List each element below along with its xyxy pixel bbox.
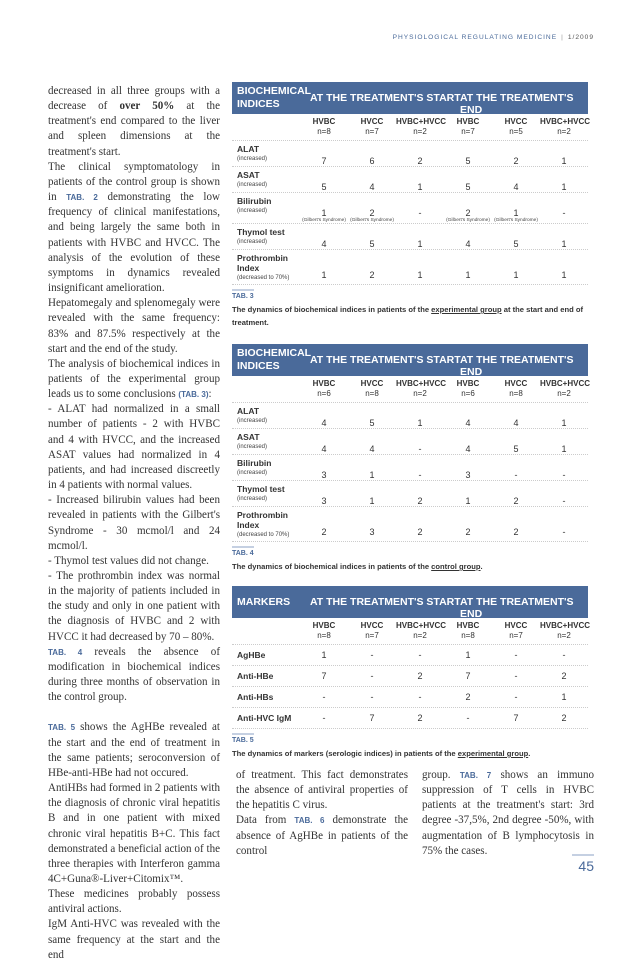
end-heading: AT THE TREATMENT'S END xyxy=(460,92,574,116)
column-headers xyxy=(232,114,591,141)
table-caption: The dynamics of biochemical indices in patients of the control group. xyxy=(232,562,483,571)
column-header: HVBC+HVCC n=2 xyxy=(396,379,447,398)
table-row xyxy=(232,167,588,193)
cell: 5 xyxy=(513,444,519,454)
paragraph: - Thymol test values did not change. xyxy=(48,554,209,567)
cell: 2 xyxy=(561,671,567,681)
cell: 5 xyxy=(369,418,375,428)
end-heading: AT THE TREATMENT'S END xyxy=(460,596,574,620)
table-row xyxy=(232,645,588,666)
paragraph: These medicines probably possess antiviral actions. xyxy=(48,888,220,916)
cell: 1 xyxy=(321,650,327,660)
cell: 7 xyxy=(369,713,375,723)
row-label: Anti-HBs xyxy=(237,692,274,702)
cell: 2 xyxy=(513,156,519,166)
text: decreased in all three groups with a decrease of xyxy=(48,85,220,113)
table-heading xyxy=(237,347,311,373)
cell: 1 xyxy=(561,418,567,428)
column-header: HVCC n=7 xyxy=(360,117,384,136)
cell: 2 xyxy=(513,527,519,537)
cell: 1 xyxy=(369,496,375,506)
cell: - xyxy=(418,692,422,702)
cell: - xyxy=(514,650,518,660)
cell: 4 xyxy=(465,239,471,249)
column-header: HVBC n=8 xyxy=(456,621,480,640)
table-row xyxy=(232,141,588,167)
text: reveals the absence of modification in biochemical indices during three months of observation in the control group. xyxy=(48,645,220,704)
cell: 1 xyxy=(417,418,423,428)
column-header: HVBC n=8 xyxy=(312,117,336,136)
column-header: HVCC n=5 xyxy=(504,117,528,136)
table-reference: TAB. 7 xyxy=(459,771,492,780)
end-heading: AT THE TREATMENT'S END xyxy=(460,354,574,378)
page-number-rule xyxy=(572,854,594,856)
table-tag: TAB. 3 xyxy=(232,289,588,300)
paragraph xyxy=(48,160,220,296)
table-reference: TAB. 2 xyxy=(66,193,98,203)
cell: - xyxy=(466,713,470,723)
cell: 1 xyxy=(561,692,567,702)
cell: - xyxy=(370,692,374,702)
column-header: HVCC n=7 xyxy=(504,621,528,640)
middle-bottom-text xyxy=(236,768,408,859)
text: The analysis of biochemical indices in patients of the experimental group leads us to some conclusions xyxy=(48,357,220,401)
cell: 1 xyxy=(465,496,471,506)
cell: 1 xyxy=(561,182,567,192)
table-caption: The dynamics of biochemical indices in patients of the experimental group at the start and end of treatment. xyxy=(232,305,584,327)
heading-line: INDICES xyxy=(237,360,280,372)
cell: - xyxy=(322,713,326,723)
row-label: ASAT (increased) xyxy=(237,170,268,188)
column-headers xyxy=(232,618,591,645)
cell: 1 (Gilbert's Syndrome) xyxy=(494,208,538,223)
column-header: HVBC+HVCC n=2 xyxy=(540,117,591,136)
cell: 1 xyxy=(465,270,471,280)
paragraph xyxy=(48,357,220,402)
cell: 7 xyxy=(321,156,327,166)
cell: - xyxy=(370,650,374,660)
cell: 1 (Gilbert's Syndrome) xyxy=(302,208,346,223)
cell: 3 xyxy=(369,527,375,537)
row-label: AgHBe xyxy=(237,650,266,660)
table-reference: TAB. 4 xyxy=(48,647,83,657)
cell: 2 xyxy=(561,713,567,723)
cell: 2 (Gilbert's Syndrome) xyxy=(446,208,490,223)
row-label: Prothrombin Index (decreased to 70%) xyxy=(237,253,290,281)
cell: 7 xyxy=(513,713,519,723)
cell: - xyxy=(418,208,422,218)
table-tag: TAB. 5 xyxy=(232,733,588,744)
column-header: HVCC n=7 xyxy=(360,621,384,640)
table-row xyxy=(232,481,588,507)
paragraph: IgM Anti-HVC was revealed with the same frequency at the start and the end xyxy=(48,918,220,961)
cell: 1 xyxy=(561,239,567,249)
left-column-text xyxy=(48,84,220,963)
cell: 4 xyxy=(369,182,375,192)
cell: 5 xyxy=(465,182,471,192)
paragraph-gap xyxy=(48,705,220,720)
paragraph: Hepatomegaly and splenomegaly were revealed with the same frequency: 83% and 87.5% respectively at the start and the end of the study. xyxy=(48,297,220,355)
row-label: ALAT (increased) xyxy=(237,406,268,424)
table-row xyxy=(232,666,588,687)
cell: 4 xyxy=(321,418,327,428)
cell: - xyxy=(562,527,566,537)
cell: 4 xyxy=(369,444,375,454)
column-header: HVBC+HVCC n=2 xyxy=(540,621,591,640)
row-label: ALAT (increased) xyxy=(237,144,268,162)
cell: 4 xyxy=(513,182,519,192)
column-headers xyxy=(232,376,591,403)
start-heading: AT THE TREATMENT'S START xyxy=(310,92,461,104)
cell: 1 xyxy=(513,270,519,280)
table-4 xyxy=(232,344,591,573)
text: shows the AgHBe revealed at the start and the end of treatment in the same patients; seroconversion of HBe-anti-HBe had not occured. xyxy=(48,721,220,779)
cell: 2 xyxy=(417,527,423,537)
table-heading xyxy=(237,85,311,111)
table-header-bar xyxy=(232,586,588,618)
cell: 2 xyxy=(465,527,471,537)
table-tag: TAB. 4 xyxy=(232,546,588,557)
cell: 5 xyxy=(321,182,327,192)
cell: 2 xyxy=(369,270,375,280)
cell: - xyxy=(562,470,566,480)
cell: 4 xyxy=(513,418,519,428)
paragraph: - ALAT had normalized in a small number of patients - 2 with HVBC and 4 with HVCC, and the increased ASAT values had normalized in 4 patients, and had increased discreetly in 4 patients with normal values. xyxy=(48,403,220,492)
paragraph: Data from TAB. 6 demonstrate the absence of AgHBe in patients of the control xyxy=(236,814,408,857)
table-3 xyxy=(232,82,591,329)
table-row xyxy=(232,455,588,481)
cell: 1 xyxy=(417,182,423,192)
cell: 4 xyxy=(321,444,327,454)
cell: 5 xyxy=(513,239,519,249)
heading-line: BIOCHEMICAL xyxy=(237,85,312,97)
cell: 5 xyxy=(369,239,375,249)
cell: 1 xyxy=(561,444,567,454)
paragraph: AntiHBs had formed in 2 patients with the diagnosis of chronic viral hepatitis B and in one patient with mixed chronic viral hepatitis B+C. This fact demonstrated a beneficial action of the three therapies with Interferon gamma 4C+Guna®-Liver+Citomix™. xyxy=(48,782,220,885)
cell: 6 xyxy=(369,156,375,166)
table-caption: The dynamics of markers (serologic indices) in patients of the experimental group. xyxy=(232,749,531,758)
table-heading: MARKERS xyxy=(237,596,291,608)
paragraph xyxy=(48,84,220,160)
table-row xyxy=(232,429,588,455)
cell: 2 xyxy=(321,527,327,537)
row-label: Anti-HBe xyxy=(237,671,274,681)
text: : xyxy=(208,388,212,401)
row-label: Prothrombin Index (decreased to 70%) xyxy=(237,510,290,538)
paragraph xyxy=(48,645,220,706)
table-row xyxy=(232,224,588,250)
column-header: HVBC+HVCC n=2 xyxy=(540,379,591,398)
issue-number: 1/2009 xyxy=(567,34,594,41)
column-header: HVCC n=8 xyxy=(360,379,384,398)
table-header-bar xyxy=(232,344,588,376)
heading-line: BIOCHEMICAL xyxy=(237,347,312,359)
text: The clinical symptomatology in patients of the control group is shown in xyxy=(48,160,220,204)
start-heading: AT THE TREATMENT'S START xyxy=(310,596,461,608)
header-separator: | xyxy=(561,34,564,41)
cell: - xyxy=(418,470,422,480)
text: at the treatment's end compared to the liver and spleen dimensions at the treatment's start. xyxy=(48,100,220,158)
column-header: HVBC n=6 xyxy=(312,379,336,398)
cell: - xyxy=(514,692,518,702)
row-label: Bilirubin (increased) xyxy=(237,458,272,476)
cell: 1 xyxy=(561,156,567,166)
cell: 1 xyxy=(321,270,327,280)
text: demonstrating the low frequency of clinical manifestations, and being largely the same both in patients with HVBC and HVCC. The analysis of the evolution of these symptoms in dynamics revealed insignificant amelioration. xyxy=(48,191,220,295)
cell: - xyxy=(514,671,518,681)
cell: 4 xyxy=(321,239,327,249)
row-label: Anti-HVC IgM xyxy=(237,713,292,723)
cell: 1 xyxy=(417,239,423,249)
paragraph xyxy=(48,720,220,781)
right-bottom-text xyxy=(422,768,594,859)
paragraph: of treatment. This fact demonstrates the absence of antiviral properties of the hepatitis C virus. xyxy=(236,769,408,812)
cell: 4 xyxy=(465,418,471,428)
cell: 1 xyxy=(465,650,471,660)
cell: - xyxy=(514,470,518,480)
row-label: Thymol test (increased) xyxy=(237,227,285,245)
page-number: 45 xyxy=(578,858,594,874)
cell: 3 xyxy=(321,496,327,506)
cell: 2 xyxy=(417,156,423,166)
table-header-bar xyxy=(232,82,588,114)
cell: - xyxy=(562,496,566,506)
cell: 2 (Gilbert's Syndrome) xyxy=(350,208,394,223)
cell: - xyxy=(322,692,326,702)
cell: 1 xyxy=(369,470,375,480)
cell: 3 xyxy=(465,470,471,480)
table-reference: TAB. 5 xyxy=(48,723,76,733)
journal-name: PHYSIOLOGICAL REGULATING MEDICINE xyxy=(392,34,558,41)
table-reference: (TAB. 3) xyxy=(178,390,209,400)
cell: 2 xyxy=(417,713,423,723)
column-header: HVBC n=8 xyxy=(312,621,336,640)
column-header: HVBC+HVCC n=2 xyxy=(396,621,447,640)
cell: 7 xyxy=(465,671,471,681)
cell: 4 xyxy=(465,444,471,454)
cell: 2 xyxy=(417,671,423,681)
column-header: HVBC n=7 xyxy=(456,117,480,136)
start-heading: AT THE TREATMENT'S START xyxy=(310,354,461,366)
running-header xyxy=(393,34,594,41)
paragraph: - Increased bilirubin values had been revealed in patients with the Gilbert's Syndrome - 30 mcmol/l and 24 mcmol/l. xyxy=(48,494,220,552)
cell: - xyxy=(370,671,374,681)
column-header: HVCC n=8 xyxy=(504,379,528,398)
cell: - xyxy=(562,650,566,660)
cell: - xyxy=(418,444,422,454)
cell: - xyxy=(562,208,566,218)
cell: - xyxy=(418,650,422,660)
cell: 1 xyxy=(561,270,567,280)
table-row xyxy=(232,507,588,542)
column-header: HVBC n=6 xyxy=(456,379,480,398)
cell: 2 xyxy=(417,496,423,506)
table-row xyxy=(232,687,588,708)
paragraph: - The prothrombin index was normal in the majority of patients included in the study and only in one patient with the diagnosis of HVBC and 2 with HVCC it had decreased by 70 – 80%. xyxy=(48,570,220,643)
column-header: HVBC+HVCC n=2 xyxy=(396,117,447,136)
emphasis: over 50% xyxy=(119,100,175,113)
row-label: ASAT (increased) xyxy=(237,432,268,450)
table-row xyxy=(232,193,588,224)
heading-line: INDICES xyxy=(237,98,280,110)
table-row xyxy=(232,250,588,285)
cell: 3 xyxy=(321,470,327,480)
row-label: Thymol test (increased) xyxy=(237,484,285,502)
table-reference: TAB. 6 xyxy=(294,816,325,826)
cell: 1 xyxy=(417,270,423,280)
cell: 2 xyxy=(465,692,471,702)
table-row xyxy=(232,403,588,429)
table-row xyxy=(232,708,588,729)
row-label: Bilirubin (increased) xyxy=(237,196,272,214)
table-5 xyxy=(232,586,591,760)
paragraph: group. TAB. 7 shows an immuno suppression of T cells in HVBC patients at the treatment's start: 3rd degree -37,5%, 2nd degree -50%, with augmentation of B lymphocytosis in 75% the cases. xyxy=(422,769,594,857)
cell: 2 xyxy=(513,496,519,506)
cell: 5 xyxy=(465,156,471,166)
cell: 7 xyxy=(321,671,327,681)
